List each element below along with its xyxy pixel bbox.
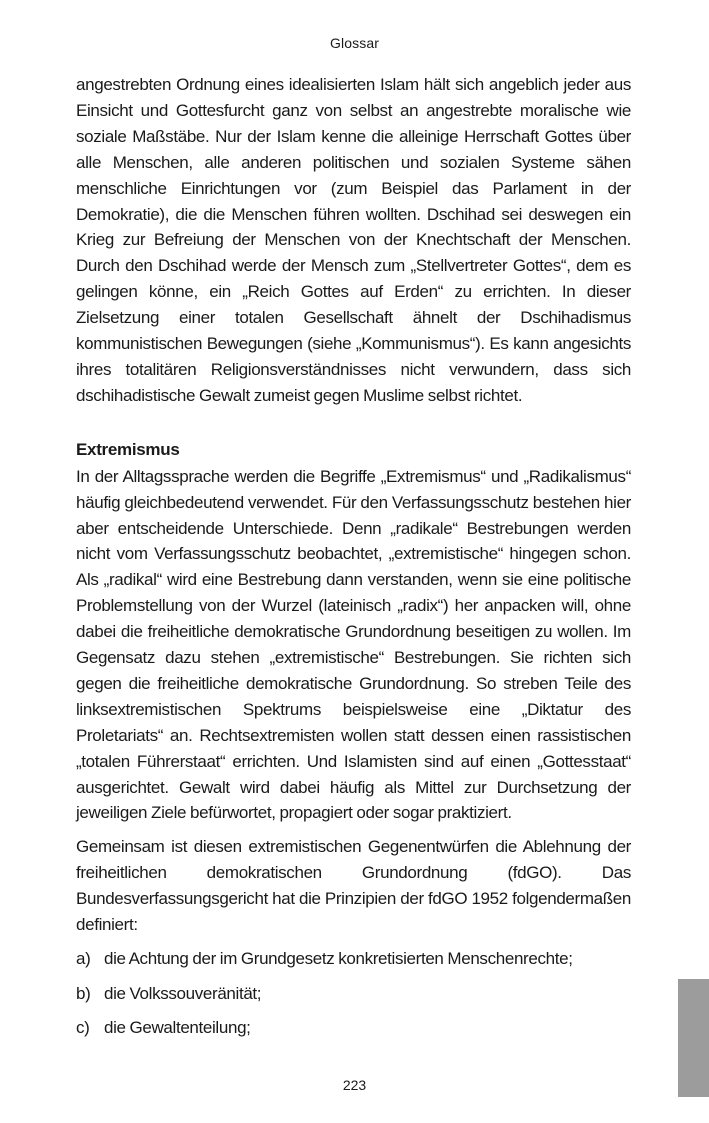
running-header: Glossar (330, 35, 379, 51)
list-item (76, 981, 631, 1007)
body-paragraph: Gemeinsam ist diesen extremistischen Gegenentwürfen die Ablehnung der freiheitlichen demokratischen Grundordnung (fdGO). Das Bundesverfassungsgericht hat die Prinzipien der fdGO 1952 folgendermaßen definiert: (76, 837, 631, 935)
list-item-text: die Volkssouveränität; (104, 983, 262, 1003)
list-marker: c) (76, 1018, 90, 1037)
list-marker: b) (76, 983, 91, 1003)
list-item (76, 946, 631, 972)
continuation-paragraph: angestrebten Ordnung eines idealisierten Islam hält sich angeblich jeder aus Einsicht und Gottesfurcht ganz von selbst an angestrebte moralische wie soziale Maßstäbe. Nur der Islam kenne die alleinige Herrschaft Gottes über alle Menschen, alle anderen politischen und sozialen Systeme sähen menschliche Einrichtungen vor (zum Beispiel das Parlament in der Demokratie), die die Menschen führen wollten. Dschihad sei deswegen ein Krieg zur Befreiung der Menschen von der Knechtschaft der Menschen. Durch den Dschihad werde der Mensch zum „Stellvertreter Gottes“, dem es gelingen könne, ein „Reich Gottes auf Erden“ zu errichten. In dieser Zielsetzung einer totalen Gesellschaft ähnelt der Dschihadismus kommunistischen Bewegungen (siehe „Kommunismus“). Es kann angesichts ihres totalitären Religionsverständnisses nicht verwundern, dass sich dschihadistische Gewalt zumeist gegen Muslime selbst richtet. (76, 75, 631, 405)
principles-list (76, 946, 631, 1041)
list-item-text: die Achtung der im Grundgesetz konkretisierten Menschenrechte; (104, 949, 573, 968)
list-item-text: die Gewaltenteilung; (104, 1018, 251, 1037)
page-body (76, 72, 631, 1050)
page-number: 223 (342, 1077, 367, 1093)
list-item (76, 1015, 631, 1041)
list-marker: a) (76, 949, 91, 968)
body-paragraph: In der Alltagssprache werden die Begriffe „Extremismus“ und „Radikalismus“ häufig gleichbedeutend verwendet. Für den Verfassungsschutz bestehen hier aber entscheidende Unterschiede. Denn „radikale“ Bestrebungen werden nicht vom Verfassungsschutz beobachtet, „extremistische“ hingegen schon. Als „radikal“ wird eine Bestrebung dann verstanden, wenn sie eine politische Problemstellung von der Wurzel (lateinisch „radix“) her anpacken will, ohne dabei die freiheitliche demokratische Grundordnung beseitigen zu wollen. Im Gegensatz dazu stehen „extremistische“ Bestrebungen. Sie richten sich gegen die freiheitliche demokratische Grundordnung. So streben Teile des linksextremistischen Spektrums beispielsweise eine „Diktatur des Proletariats“ an. Rechtsextremisten wollen statt dessen einen rassistischen „totalen Führerstaat“ errichten. Und Islamisten sind auf einen „Gottesstaat“ ausgerichtet. Gewalt wird dabei häufig als Mittel zur Durchsetzung der jeweiligen Ziele befürwortet, propagiert oder sogar praktiziert. (76, 466, 631, 823)
chapter-thumb-tab (678, 979, 709, 1097)
section-heading: Extremismus (76, 439, 180, 459)
